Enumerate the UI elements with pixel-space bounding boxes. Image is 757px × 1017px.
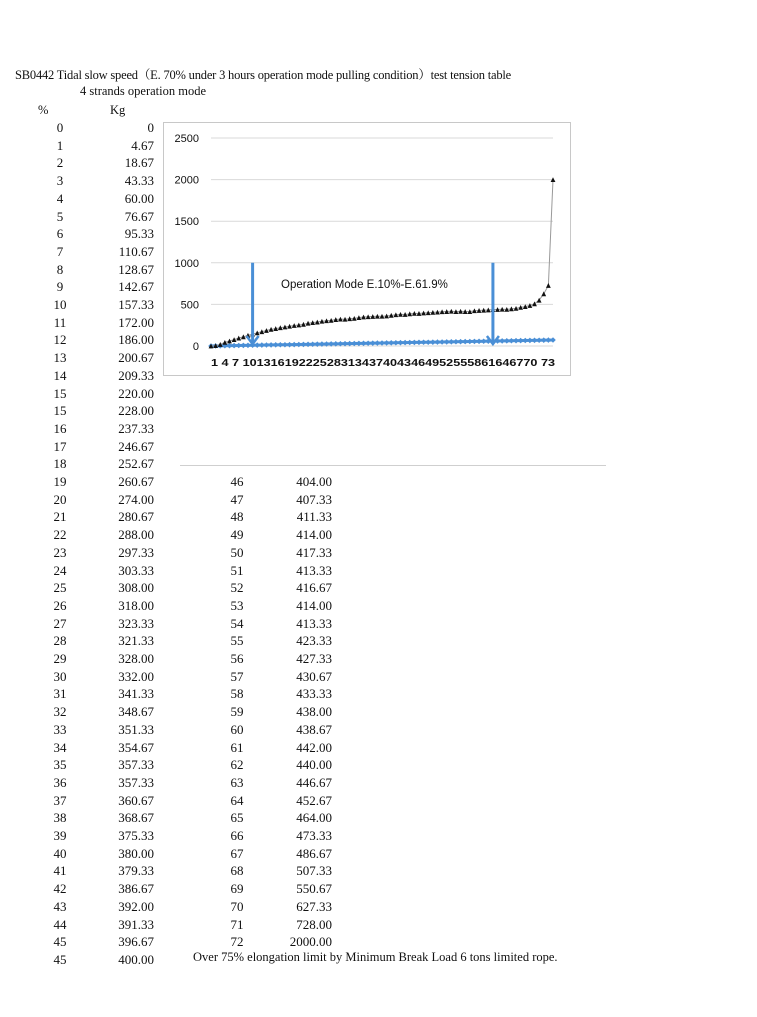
- tension-chart-svg: [163, 122, 571, 376]
- table-cell-percent: 45: [53, 951, 67, 967]
- table-cell-percent: 27: [53, 615, 67, 631]
- table-cell-percent: 63: [230, 774, 244, 790]
- table-cell-kg: 110.67: [118, 243, 154, 259]
- table-cell-kg: 95.33: [124, 226, 154, 242]
- table-cell-percent: 67: [230, 845, 244, 861]
- table-cell-kg: 321.33: [118, 633, 154, 649]
- table-cell-kg: 391.33: [118, 916, 154, 932]
- table-cell-percent: 2: [56, 155, 64, 171]
- table-cell-kg: 386.67: [118, 881, 154, 897]
- table-cell-percent: 47: [230, 491, 244, 507]
- table-cell-kg: 728.00: [296, 916, 332, 932]
- table-cell-percent: 61: [230, 739, 244, 755]
- table-cell-kg: 332.00: [118, 668, 154, 684]
- table-cell-percent: 41: [53, 863, 67, 879]
- table-cell-kg: 550.67: [296, 881, 332, 897]
- table-cell-percent: 23: [53, 544, 67, 560]
- table-cell-percent: 58: [230, 686, 244, 702]
- table-cell-percent: 55: [230, 633, 244, 649]
- table-cell-percent: 66: [230, 828, 244, 843]
- table-cell-percent: 50: [230, 544, 244, 560]
- table-cell-kg: 400.00: [118, 951, 154, 967]
- table-cell-kg: 396.67: [118, 934, 154, 950]
- table-cell-kg: 413.33: [296, 562, 332, 578]
- table-cell-kg: 348.67: [118, 704, 154, 720]
- table-cell-kg: 627.33: [296, 898, 332, 914]
- table-cell-percent: 12: [53, 332, 67, 348]
- table-cell-percent: 20: [53, 491, 67, 507]
- table-cell-kg: 303.33: [118, 562, 154, 578]
- table-cell-percent: 34: [53, 739, 67, 755]
- table-cell-kg: 446.67: [296, 774, 332, 790]
- table-cell-percent: 37: [53, 792, 67, 808]
- table-cell-percent: 25: [53, 580, 67, 596]
- table-cell-percent: 48: [230, 509, 244, 525]
- table-cell-kg: 209.33: [118, 367, 154, 383]
- table-cell-percent: 30: [53, 668, 67, 684]
- table-cell-percent: 70: [230, 898, 244, 914]
- table-cell-kg: 354.67: [118, 739, 154, 755]
- table-cell-kg: 357.33: [118, 757, 154, 773]
- table-cell-kg: 375.33: [118, 828, 154, 843]
- table-cell-percent: 7: [56, 243, 64, 259]
- table-cell-percent: 54: [230, 615, 244, 631]
- table-cell-kg: 142.67: [118, 279, 154, 295]
- divider-line: [180, 465, 606, 466]
- kg-column-header: Kg: [110, 103, 126, 117]
- table-cell-kg: 414.00: [296, 597, 332, 613]
- table-cell-percent: 1: [56, 137, 64, 153]
- table-cell-percent: 71: [230, 916, 244, 932]
- table-cell-percent: 29: [53, 651, 67, 666]
- table-cell-percent: 57: [230, 668, 244, 684]
- table-cell-percent: 52: [230, 580, 244, 596]
- table-cell-kg: 407.33: [296, 491, 332, 507]
- y-tick-label: 0: [192, 341, 199, 353]
- table-cell-percent: 18: [53, 456, 67, 472]
- table-cell-kg: 427.33: [296, 651, 332, 666]
- table-cell-kg: 379.33: [118, 863, 154, 879]
- table-cell-kg: 274.00: [118, 491, 154, 507]
- table-cell-percent: 24: [53, 562, 67, 578]
- table-cell-percent: 68: [230, 863, 244, 879]
- table-cell-percent: 33: [53, 721, 67, 737]
- table-cell-kg: 2000.00: [289, 934, 332, 950]
- table-cell-kg: 308.00: [118, 580, 154, 596]
- table-cell-kg: 414.00: [296, 527, 332, 543]
- table-cell-percent: 8: [56, 261, 64, 277]
- y-tick-label: 1000: [174, 257, 199, 270]
- table-cell-kg: 417.33: [296, 544, 332, 560]
- table-cell-kg: 186.00: [118, 332, 154, 348]
- table-cell-percent: 45: [53, 934, 67, 950]
- table-cell-kg: 507.33: [296, 863, 332, 879]
- table-cell-kg: 341.33: [118, 686, 154, 702]
- table-cell-percent: 11: [53, 314, 67, 330]
- table-cell-kg: 172.00: [118, 314, 154, 330]
- table-cell-kg: 297.33: [118, 544, 154, 560]
- table-cell-percent: 65: [230, 810, 244, 826]
- table-cell-percent: 28: [53, 633, 67, 649]
- table-cell-percent: 15: [53, 403, 67, 419]
- table-cell-percent: 35: [53, 757, 67, 773]
- table-cell-kg: 413.33: [296, 615, 332, 631]
- table-cell-kg: 220.00: [118, 385, 154, 401]
- table-cell-kg: 380.00: [118, 845, 154, 861]
- table-cell-percent: 72: [230, 934, 244, 950]
- table-cell-percent: 49: [230, 527, 244, 543]
- table-cell-percent: 44: [53, 916, 67, 932]
- table-cell-kg: 128.67: [118, 261, 154, 277]
- table-cell-percent: 39: [53, 828, 67, 843]
- table-cell-kg: 323.33: [118, 615, 154, 631]
- table-cell-kg: 260.67: [118, 474, 154, 489]
- table-cell-percent: 51: [230, 562, 244, 578]
- table-cell-kg: 404.00: [296, 474, 332, 489]
- table-cell-kg: 438.00: [296, 704, 332, 720]
- table-cell-percent: 16: [53, 420, 67, 436]
- table-cell-percent: 36: [53, 774, 67, 790]
- table-cell-kg: 392.00: [118, 898, 154, 914]
- table-cell-percent: 32: [53, 704, 67, 720]
- table-cell-kg: 357.33: [118, 774, 154, 790]
- table-cell-percent: 21: [53, 509, 67, 525]
- tension-chart: [163, 122, 571, 376]
- table-cell-kg: 452.67: [296, 792, 332, 808]
- table-cell-percent: 62: [230, 757, 244, 773]
- table-cell-percent: 5: [56, 208, 64, 224]
- table-cell-kg: 442.00: [296, 739, 332, 755]
- table-cell-kg: 288.00: [118, 527, 154, 543]
- table-cell-percent: 17: [53, 438, 67, 454]
- document-title: SB0442 Tidal slow speed（E. 70% under 3 hours operation mode pulling condition）test tension table: [15, 68, 512, 82]
- table-cell-kg: 473.33: [296, 828, 332, 843]
- table-cell-percent: 6: [56, 226, 64, 242]
- chart-border: [164, 123, 571, 376]
- table-cell-percent: 60: [230, 721, 244, 737]
- table-cell-percent: 64: [230, 792, 244, 808]
- y-tick-label: 1500: [174, 216, 199, 229]
- table-cell-percent: 9: [56, 279, 64, 295]
- y-tick-label: 2000: [174, 174, 199, 187]
- table-cell-percent: 40: [53, 845, 67, 861]
- table-cell-kg: 318.00: [118, 597, 154, 613]
- table-cell-kg: 228.00: [118, 403, 154, 419]
- table-cell-percent: 53: [230, 597, 244, 613]
- table-cell-kg: 360.67: [118, 792, 154, 808]
- table-cell-kg: 157.33: [118, 297, 154, 312]
- table-cell-percent: 43: [53, 898, 67, 914]
- y-tick-label: 2500: [174, 133, 199, 145]
- table-cell-percent: 19: [53, 474, 67, 489]
- table-cell-percent: 31: [53, 686, 67, 702]
- table-cell-percent: 4: [56, 190, 64, 206]
- table-cell-percent: 56: [230, 651, 244, 666]
- operation-mode-annotation: Operation Mode E.10%-E.61.9%: [281, 279, 448, 291]
- table-cell-percent: 22: [53, 527, 67, 543]
- table-cell-kg: 0: [147, 120, 154, 135]
- table-cell-kg: 18.67: [124, 155, 154, 171]
- table-cell-kg: 486.67: [296, 845, 332, 861]
- document-subtitle: 4 strands operation mode: [80, 84, 207, 98]
- table-cell-kg: 252.67: [118, 456, 154, 472]
- table-cell-kg: 4.67: [131, 137, 154, 153]
- table-cell-kg: 440.00: [296, 757, 332, 773]
- table-cell-percent: 59: [230, 704, 244, 720]
- table-cell-kg: 60.00: [124, 190, 154, 206]
- table-cell-percent: 3: [56, 173, 64, 189]
- x-tick-labels: 1 4 7 101316192225283134374043464952555861646770 73: [211, 357, 556, 369]
- table-cell-percent: 13: [53, 350, 67, 366]
- table-cell-kg: 411.33: [296, 509, 332, 525]
- y-tick-label: 500: [180, 299, 199, 312]
- table-cell-percent: 0: [56, 120, 64, 135]
- table-cell-kg: 43.33: [124, 173, 154, 189]
- table-cell-percent: 69: [230, 881, 244, 897]
- table-cell-percent: 15: [53, 385, 67, 401]
- footnote: Over 75% elongation limit by Minimum Break Load 6 tons limited rope.: [193, 950, 558, 964]
- table-cell-percent: 14: [53, 367, 67, 383]
- table-cell-kg: 76.67: [124, 208, 154, 224]
- table-cell-kg: 246.67: [118, 438, 154, 454]
- table-cell-percent: 42: [53, 881, 67, 897]
- table-cell-kg: 438.67: [296, 721, 332, 737]
- table-cell-kg: 368.67: [118, 810, 154, 826]
- table-cell-percent: 38: [53, 810, 67, 826]
- percent-column-header: %: [38, 103, 49, 117]
- table-cell-percent: 46: [230, 474, 244, 489]
- table-cell-kg: 433.33: [296, 686, 332, 702]
- table-cell-kg: 200.67: [118, 350, 154, 366]
- table-cell-percent: 10: [53, 297, 67, 312]
- table-cell-kg: 280.67: [118, 509, 154, 525]
- table-cell-percent: 26: [53, 597, 67, 613]
- table-cell-kg: 237.33: [118, 420, 154, 436]
- table-cell-kg: 416.67: [296, 580, 332, 596]
- table-cell-kg: 423.33: [296, 633, 332, 649]
- table-cell-kg: 328.00: [118, 651, 154, 666]
- table-cell-kg: 351.33: [118, 721, 154, 737]
- table-cell-kg: 464.00: [296, 810, 332, 826]
- table-cell-kg: 430.67: [296, 668, 332, 684]
